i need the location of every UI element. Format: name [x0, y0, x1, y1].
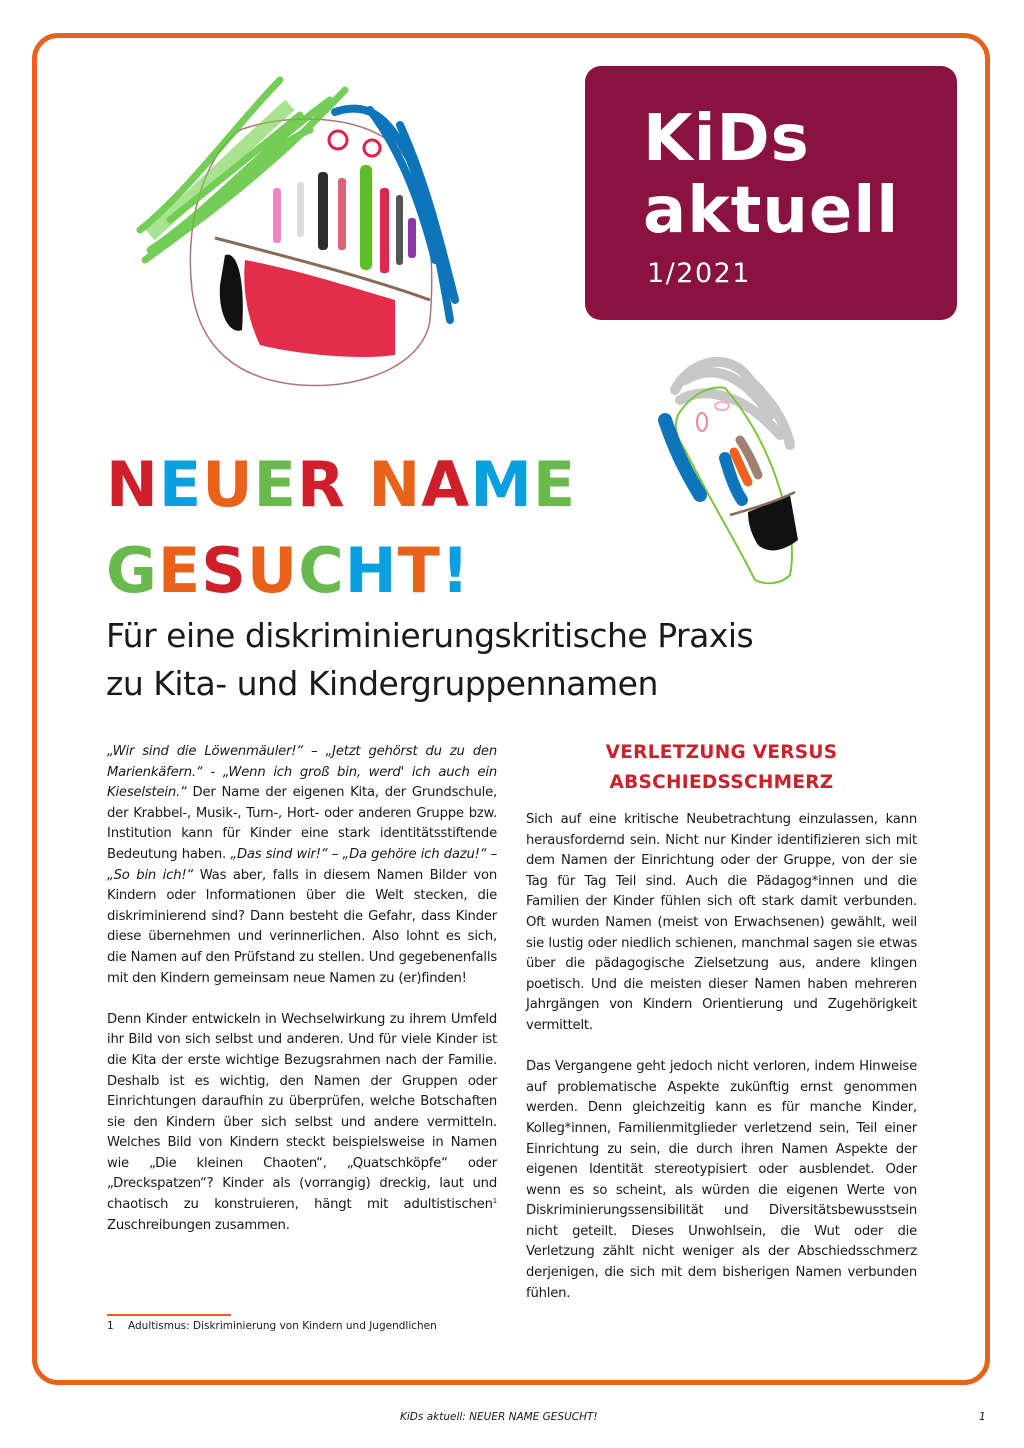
page-number: 1 — [979, 1411, 986, 1423]
child-crayon-drawing-figure-icon — [630, 340, 810, 590]
headline-letter: R — [296, 448, 346, 521]
subtitle — [106, 612, 753, 708]
publication-badge — [585, 66, 957, 320]
headline-line2 — [106, 528, 576, 614]
section-heading-line1: VERLETZUNG VERSUS — [605, 742, 838, 763]
headline-letter: E — [158, 448, 203, 521]
child-crayon-drawing-face-icon — [130, 60, 490, 400]
publication-title-line1: KiDs — [643, 102, 810, 176]
headline-letter: U — [202, 448, 254, 521]
paragraph-text: Der Name der eigenen Kita, der Grundschule, der Krabbel-, Musik-, Turn-, Hort- oder anderen Gruppe bzw. Institution kann für Kinder eine stark identitätsstiftende Bedeutung haben. — [107, 785, 497, 862]
headline-letter: C — [298, 534, 345, 607]
footnote-text: Adultismus: Diskriminierung von Kindern und Jugendlichen — [128, 1320, 437, 1332]
quote: „Das sind wir!“ – „Da gehöre ich dazu!“ – „So bin ich!“ — [107, 846, 498, 883]
subtitle-line2: zu Kita- und Kindergruppennamen — [106, 664, 658, 703]
footnote-divider — [107, 1314, 231, 1316]
headline-letter: E — [532, 448, 577, 521]
paragraph: Sich auf eine kritische Neubetrachtung einzulassen, kann herausfordernd sein. Nicht nur Kinder identifizieren sich mit dem Namen der Einrichtung oder der Gruppe, von der sie Tag für Tag Teil sind. Auch die Pädagog*innen und die Familien der Kinder fühlen sich oft stark damit verbunden. Oft wurden Namen (meist von Erwachsenen) gewählt, weil sie lustig oder niedlich schienen, manchmal sagen sie etwas über die pädagogische Zielsetzung aus, andere klingen poetisch. Und die meisten dieser Namen haben mehreren Jahrgängen von Kindern Orientierung und Zugehörigkeit vermittelt. — [526, 812, 917, 1033]
headline — [106, 442, 576, 614]
section-heading-line2: ABSCHIEDSSCHMERZ — [609, 772, 834, 793]
headline-letter: A — [421, 448, 471, 521]
headline-letter: U — [246, 534, 299, 607]
footnote-number: 1 — [107, 1320, 114, 1332]
section-heading — [526, 738, 917, 798]
left-column — [107, 742, 497, 1257]
issue-number: 1/2021 — [647, 258, 751, 289]
footnote — [107, 1320, 437, 1332]
headline-letter: G — [106, 534, 158, 607]
subtitle-line1: Für eine diskriminierungskritische Praxis — [106, 616, 754, 655]
headline-letter: N — [106, 448, 159, 521]
paragraph: Das Vergangene geht jedoch nicht verloren, indem Hinweise auf problematische Aspekte zukünftig ernst genommen werden. Denn gleichzeitig kann es für manche Kinder, Kolleg*innen, Familienmitglieder verletzend sein, Teil einer Einrichtung zu sein, die durch ihren Namen Aspekte der eigenen Identität stereotypisiert oder ausblendet. Oder wenn es so scheint, als würden die eigenen Werte von Diskriminierungssensibilität und Diversitätsbewusstsein nicht geteilt. Dieses Unwohlsein, die Wut oder die Verletzung zählt nicht weniger als der Abschiedsschmerz derjenigen, die sich mit dem bisherigen Namen verbunden fühlen. — [526, 1059, 917, 1301]
footnote-ref[interactable]: 1 — [492, 1197, 497, 1206]
headline-letter: M — [470, 448, 533, 521]
headline-letter: S — [201, 534, 247, 607]
publication-title-line2: aktuell — [643, 174, 900, 248]
headline-letter: T — [397, 534, 441, 607]
paragraph-text: Was aber, falls in diesem Namen Bilder von Kindern oder Informationen über die Welt stecken, die diskriminierend sind? Dann besteht die Gefahr, dass Kinder diese übernehmen und verinnerlichen. Also lohnt es sich, die Namen auf den Prüfstand zu stellen. Und gegebenenfalls mit den Kindern gemeinsam neue Namen zu (er)finden! — [107, 867, 497, 986]
headline-line1 — [106, 442, 576, 528]
paragraph-text: Zuschreibungen zusammen. — [107, 1217, 290, 1233]
paragraph-text: Denn Kinder entwickeln in Wechselwirkung zu ihrem Umfeld ihr Bild von sich selbst und anderen. Und für viele Kinder ist die Kita der erste wichtige Bezugsrahmen nach der Familie. Deshalb ist es wichtig, den Namen der Gruppen oder Einrichtungen daraufhin zu überprüfen, welche Botschaften sie den Kindern über sich selbst und andere vermitteln. Welches Bild von Kindern steckt beispielsweise in Namen wie „Die kleinen Chaoten“, „Quatschköpfe“ oder „Dreckspatzen“? Kinder als (vorrangig) dreckig, laut und chaotisch zu konstruieren, hängt mit adultistischen — [107, 1011, 497, 1213]
right-column — [526, 810, 917, 1325]
footer-title: KiDs aktuell: NEUER NAME GESUCHT! — [400, 1411, 598, 1423]
headline-letter: H — [344, 534, 398, 607]
headline-letter: ! — [440, 534, 471, 607]
quote: „Wir sind die Löwenmäuler!“ – „Jetzt gehörst du zu den Marienkäfern.“ - „Wenn ich groß bin, werd' ich auch ein Kieselstein.“ — [107, 744, 497, 801]
headline-letter: N — [368, 448, 422, 521]
headline-letter: E — [157, 534, 202, 607]
paragraph — [107, 742, 497, 989]
headline-letter: E — [253, 448, 297, 521]
headline-letter — [346, 448, 369, 521]
paragraph — [107, 1010, 497, 1237]
